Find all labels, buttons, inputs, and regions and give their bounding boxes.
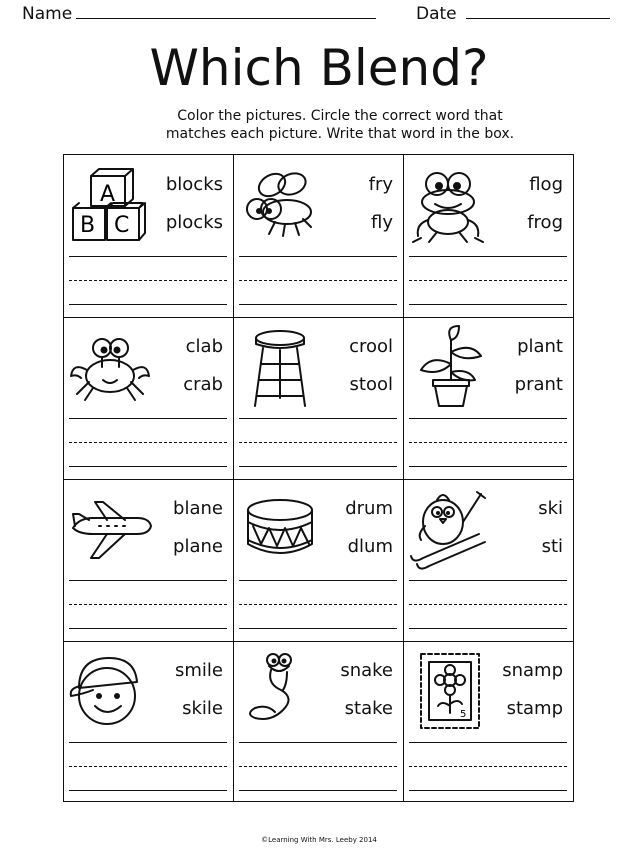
word-option-1[interactable]: plant [517,336,563,357]
writing-line-top [69,418,227,419]
writing-line-dashed[interactable] [69,280,227,281]
word-cell-10 [63,640,233,802]
date-field[interactable] [466,18,610,19]
instructions-line-1: Color the pictures. Circle the correct word that [177,108,503,124]
word-cell-2 [233,154,403,316]
word-option-2[interactable]: fly [371,212,393,233]
writing-line-top [69,256,227,257]
airplane-icon[interactable] [67,486,153,572]
word-option-2[interactable]: stake [344,698,393,719]
word-cell-3 [403,154,573,316]
name-label: Name [22,4,73,24]
writing-line-dashed[interactable] [69,604,227,605]
word-option-2[interactable]: sti [541,536,563,557]
word-option-2[interactable]: plocks [165,212,223,233]
writing-line-dashed[interactable] [239,766,397,767]
stamp-icon[interactable] [407,648,493,734]
writing-line-bottom [239,466,397,467]
writing-line-bottom [409,790,567,791]
writing-line-top [409,418,567,419]
writing-line-bottom [409,304,567,305]
word-option-1[interactable]: blane [173,498,223,519]
word-cell-1 [63,154,233,316]
writing-line-dashed[interactable] [409,280,567,281]
word-cell-4 [63,316,233,478]
word-option-2[interactable]: crab [183,374,223,395]
writing-line-top [409,580,567,581]
writing-line-top [409,742,567,743]
writing-line-bottom [409,628,567,629]
writing-line-top [239,256,397,257]
word-option-2[interactable]: dlum [347,536,393,557]
writing-line-top [239,742,397,743]
word-option-1[interactable]: snamp [502,660,563,681]
writing-line-bottom [409,466,567,467]
fly-icon[interactable] [237,162,323,248]
writing-line-top [239,580,397,581]
block-letter-b: B [80,213,96,238]
word-option-1[interactable]: flog [529,174,563,195]
writing-line-bottom [69,466,227,467]
snake-icon[interactable] [237,648,323,734]
writing-line-bottom [69,628,227,629]
writing-line-bottom [239,790,397,791]
word-cell-6 [403,316,573,478]
word-option-1[interactable]: smile [175,660,223,681]
word-option-2[interactable]: skile [182,698,223,719]
word-option-2[interactable]: stool [349,374,393,395]
writing-line-dashed[interactable] [69,766,227,767]
writing-line-dashed[interactable] [409,442,567,443]
smiling-face-cap-icon[interactable] [67,648,153,734]
name-field[interactable] [76,18,376,19]
plant-icon[interactable] [407,324,493,410]
date-label: Date [416,4,457,24]
stool-icon[interactable] [237,324,323,410]
instructions-line-2: matches each picture. Write that word in the box. [165,126,515,142]
word-option-2[interactable]: frog [527,212,563,233]
word-cell-11 [233,640,403,802]
word-cell-5 [233,316,403,478]
writing-line-dashed[interactable] [409,604,567,605]
frog-icon[interactable] [407,162,493,248]
word-option-2[interactable]: stamp [506,698,563,719]
writing-line-dashed[interactable] [69,442,227,443]
writing-line-dashed[interactable] [239,604,397,605]
word-cell-12 [403,640,573,802]
writing-line-top [69,580,227,581]
writing-line-dashed[interactable] [239,280,397,281]
writing-line-dashed[interactable] [239,442,397,443]
drum-icon[interactable] [237,486,323,572]
word-option-1[interactable]: clab [185,336,223,357]
copyright-footer: ©Learning With Mrs. Leeby 2014 [261,836,377,844]
abc-blocks-icon[interactable] [67,162,153,248]
crab-icon[interactable] [67,324,153,410]
writing-line-bottom [239,628,397,629]
word-cell-8 [233,478,403,640]
word-option-1[interactable]: drum [345,498,393,519]
writing-line-bottom [69,790,227,791]
writing-line-dashed[interactable] [409,766,567,767]
stamp-value: 5 [460,709,467,720]
word-option-1[interactable]: ski [538,498,563,519]
word-option-1[interactable]: snake [340,660,393,681]
word-option-1[interactable]: crool [349,336,393,357]
word-option-1[interactable]: blocks [165,174,223,195]
block-letter-c: C [114,213,130,238]
writing-line-bottom [239,304,397,305]
word-option-2[interactable]: plane [173,536,223,557]
writing-line-top [239,418,397,419]
bird-skiing-icon[interactable] [407,486,493,572]
word-cell-9 [403,478,573,640]
writing-line-top [69,742,227,743]
writing-line-top [409,256,567,257]
word-option-2[interactable]: prant [514,374,563,395]
writing-line-bottom [69,304,227,305]
word-option-1[interactable]: fry [368,174,393,195]
page-title: Which Blend? [149,39,489,97]
block-letter-a: A [100,182,116,207]
word-cell-7 [63,478,233,640]
